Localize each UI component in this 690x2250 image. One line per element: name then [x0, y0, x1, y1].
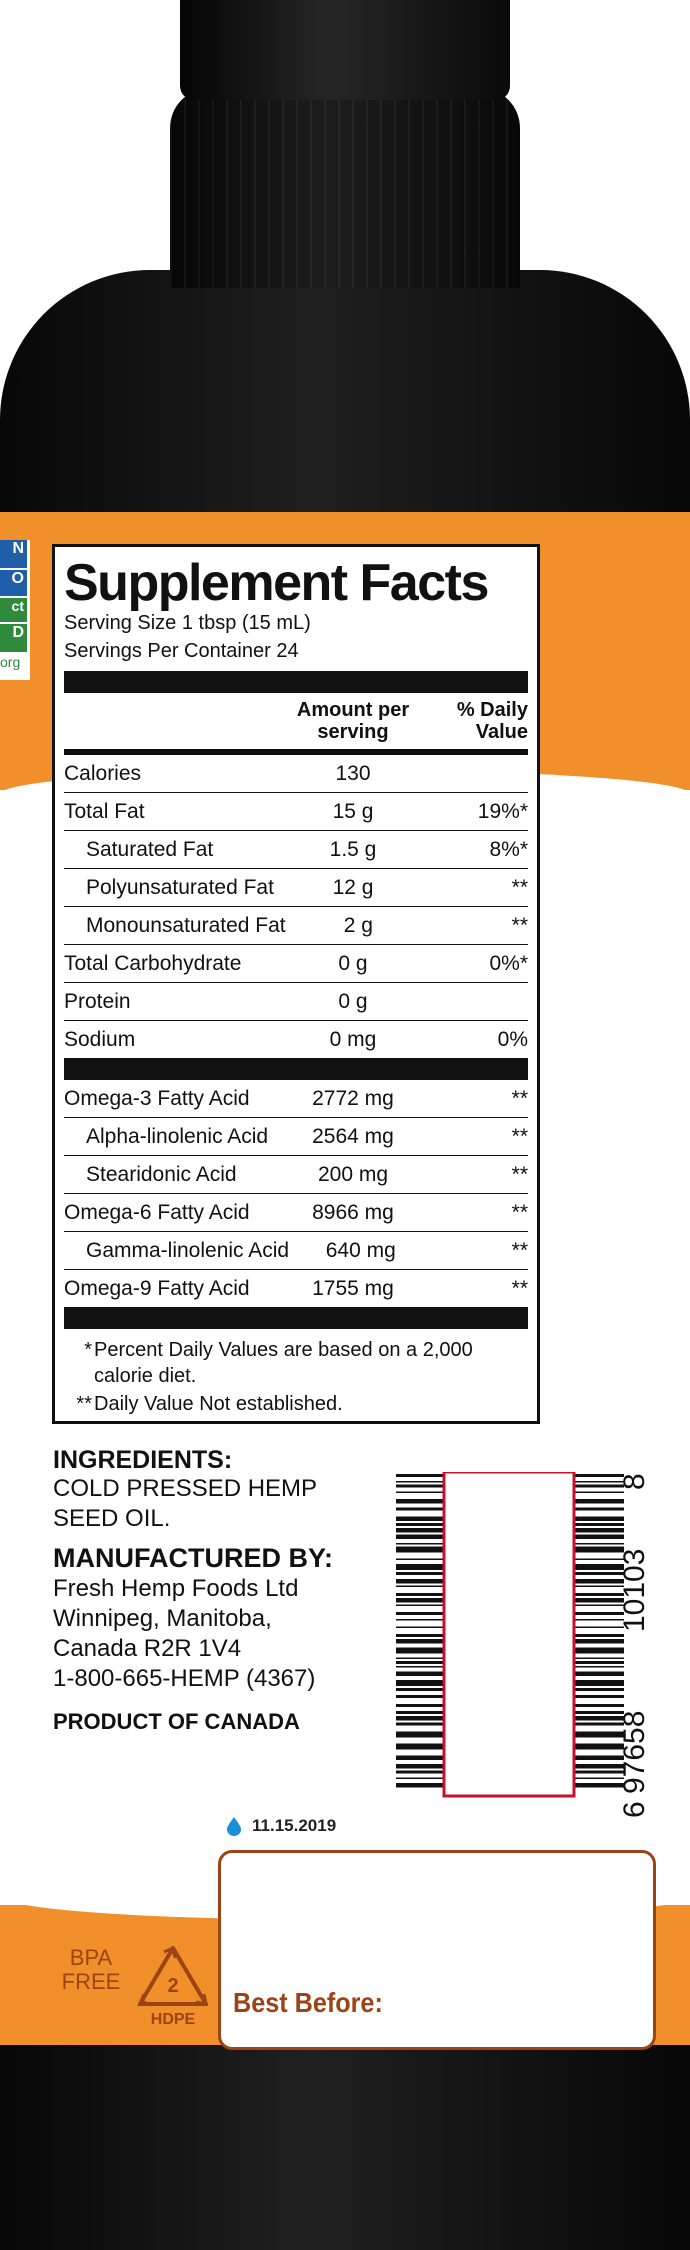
barcode-digit-group: 97658: [618, 1710, 651, 1794]
barcode-first-digit: 6: [618, 1801, 651, 1818]
nutrient-amount: 130: [335, 761, 371, 785]
nutrient-amount: 12 g: [332, 875, 374, 899]
thick-divider: [64, 1307, 528, 1329]
nutrient-amount: 8966 mg: [312, 1200, 394, 1224]
nutrient-group-1: [64, 755, 528, 1058]
nutrient-row: [64, 1080, 528, 1118]
nutrient-dv: **: [511, 913, 528, 937]
nutrient-name: Total Carbohydrate: [64, 951, 242, 975]
bottle-neck-ridges: [170, 88, 520, 288]
nutrient-row: [64, 1021, 528, 1058]
footnote-mark: *: [84, 1339, 92, 1361]
ngmo-fragment: N: [0, 540, 27, 568]
nutrient-dv: 0%*: [489, 951, 528, 975]
ngmo-fragment: ct: [0, 598, 27, 622]
nutrient-amount: 640 mg: [325, 1238, 396, 1262]
nutrient-name: Polyunsaturated Fat: [86, 875, 274, 899]
date-text: 11.15.2019: [252, 1816, 337, 1835]
ingredients-text: SEED OIL.: [53, 1505, 171, 1532]
nutrient-row: [64, 945, 528, 983]
facts-title: Supplement Facts: [64, 554, 488, 612]
dv-header-line: Value: [475, 721, 528, 743]
nutrient-name: Omega-9 Fatty Acid: [64, 1276, 250, 1300]
nutrient-dv: **: [511, 1200, 528, 1224]
info-block: [53, 1446, 383, 1736]
thick-divider: [64, 671, 528, 693]
nutrient-name: Calories: [64, 761, 142, 785]
nutrient-amount: 2772 mg: [312, 1086, 394, 1110]
manufacturer-text: Canada R2R 1V4: [53, 1635, 242, 1662]
footnote-text: Daily Value Not established.: [94, 1393, 343, 1415]
servings-per-container: Servings Per Container 24: [64, 640, 299, 662]
nutrient-name: Monounsaturated Fat: [86, 913, 286, 937]
nutrient-name: Protein: [64, 989, 131, 1013]
bottle-shoulder: [0, 270, 690, 540]
footnote-daily-values: [64, 1337, 528, 1389]
recycle-code: HDPE: [150, 2011, 196, 2028]
bpa-text: BPA: [69, 1945, 113, 1970]
non-gmo-logo: [0, 540, 30, 680]
nutrient-amount: 0 g: [338, 951, 368, 975]
nutrient-dv: **: [511, 1276, 528, 1300]
nutrient-amount: 200 mg: [317, 1162, 389, 1186]
ingredients-heading: INGREDIENTS:: [53, 1446, 233, 1474]
nutrient-dv: **: [511, 1238, 528, 1262]
nutrient-dv: **: [511, 1124, 528, 1148]
ngmo-fragment: O: [0, 570, 27, 596]
nutrient-dv: 0%: [497, 1027, 528, 1051]
nutrient-amount: 0 mg: [329, 1027, 377, 1051]
barcode-digit-group: 10103: [618, 1548, 651, 1632]
nutrient-amount: 1.5 g: [329, 837, 377, 861]
nutrient-row: [64, 1156, 528, 1194]
nutrient-amount: 2564 mg: [312, 1124, 394, 1148]
nutrient-name: Gamma-linolenic Acid: [86, 1238, 290, 1262]
nutrient-dv: 8%*: [489, 837, 528, 861]
nutrient-name: Saturated Fat: [86, 837, 214, 861]
amount-header-line: serving: [317, 721, 389, 743]
nutrient-row: [64, 831, 528, 869]
best-before-label: Best Before:: [233, 1987, 383, 2018]
date-stamp: [226, 1814, 336, 1838]
serving-size: Serving Size 1 tbsp (15 mL): [64, 612, 311, 634]
footnote-text: calorie diet.: [94, 1365, 197, 1387]
nutrient-name: Omega-6 Fatty Acid: [64, 1200, 250, 1224]
nutrient-dv: 19%*: [477, 799, 528, 823]
nutrient-row: [64, 869, 528, 907]
nutrient-amount: 15 g: [332, 799, 374, 823]
nutrient-row: [64, 1270, 528, 1307]
nutrient-row: [64, 755, 528, 793]
nutrient-row: [64, 983, 528, 1021]
nutrient-amount: 2 g: [343, 913, 373, 937]
barcode-last-digit: 8: [618, 1473, 651, 1490]
bpa-free-mark: [56, 1946, 126, 1994]
nutrient-dv: **: [511, 1086, 528, 1110]
best-before-box: [218, 1850, 656, 2050]
nutrient-row: [64, 1194, 528, 1232]
water-drop-icon: [226, 1816, 242, 1836]
column-header: [64, 693, 528, 755]
amount-header-line: Amount per: [296, 699, 410, 721]
nutrient-amount: 1755 mg: [312, 1276, 394, 1300]
nutrient-dv: **: [511, 875, 528, 899]
footnote-not-established: [64, 1391, 528, 1417]
barcode: [396, 1472, 666, 1820]
nutrient-row: [64, 907, 528, 945]
amount-column-header: [278, 699, 428, 743]
nutrient-name: Alpha-linolenic Acid: [86, 1124, 269, 1148]
barcode-red-frame: [444, 1472, 574, 1796]
nutrient-row: [64, 1118, 528, 1156]
ingredients-text: COLD PRESSED HEMP: [53, 1475, 318, 1502]
manufacturer-text: 1-800-665-HEMP (4367): [53, 1665, 316, 1692]
nutrient-dv: **: [511, 1162, 528, 1186]
nutrient-amount: 0 g: [338, 989, 368, 1013]
ngmo-fragment: D: [0, 624, 27, 652]
footnote-text: Percent Daily Values are based on a 2,000: [94, 1339, 473, 1361]
nutrient-name: Total Fat: [64, 799, 145, 823]
nutrient-group-2: [64, 1080, 528, 1307]
ngmo-fragment: org: [0, 654, 21, 670]
recycle-number: 2: [167, 1975, 179, 1997]
product-of-canada: PRODUCT OF CANADA: [53, 1709, 300, 1734]
manufacturer-heading: MANUFACTURED BY:: [53, 1543, 333, 1573]
supplement-facts-panel: [52, 544, 540, 1424]
nutrient-row: [64, 793, 528, 831]
bottle-base: [0, 2040, 690, 2250]
nutrient-name: Sodium: [64, 1027, 136, 1051]
manufacturer-text: Fresh Hemp Foods Ltd: [53, 1575, 299, 1602]
footnote-mark: **: [76, 1393, 92, 1415]
nutrient-row: [64, 1232, 528, 1270]
nutrient-name: Stearidonic Acid: [86, 1162, 237, 1186]
manufacturer-text: Winnipeg, Manitoba,: [53, 1605, 272, 1632]
dv-column-header: [428, 699, 528, 743]
bottle-cap: [180, 0, 510, 100]
recycle-icon: [134, 1942, 212, 2028]
bpa-text: FREE: [61, 1969, 121, 1994]
thick-divider: [64, 1058, 528, 1080]
nutrient-name: Omega-3 Fatty Acid: [64, 1086, 250, 1110]
dv-header-line: % Daily: [456, 699, 528, 721]
